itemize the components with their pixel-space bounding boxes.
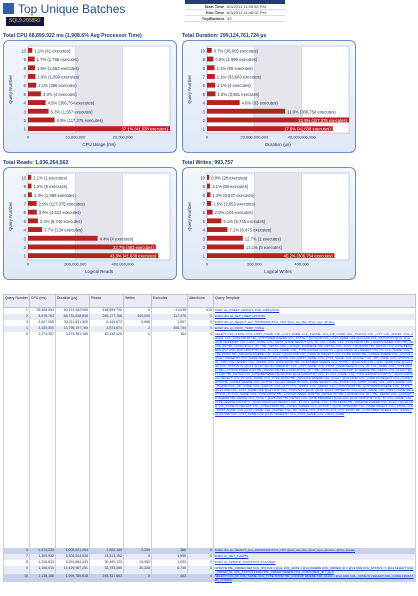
- y-tick-label: 6: [202, 210, 205, 216]
- bar-data-label: 21.9% (117,375 executes): [298, 117, 347, 123]
- bar: [28, 91, 41, 96]
- table-cell-dur: 3,291,684,493: [56, 560, 90, 566]
- bar-data-label: 0.9% (1,999 executes): [215, 57, 258, 63]
- table-cell-writes: 0: [124, 332, 152, 548]
- query-template-link[interactable]: SELECT COL_ID, COL_NAME, COL_TYPE FROM TBL_LOOKUP WHERE COL_FLAG = @p1 AND COL_CODE IN (SELECT COL_CODE FROM TBL_CODES): [214, 574, 416, 582]
- bar-data-label: 1.3% (1,999 executes): [33, 192, 76, 198]
- table-cell-writes: 200,540: [124, 314, 152, 320]
- table-cell-reads: 2,574,674: [90, 326, 124, 332]
- table-cell-att: 0: [188, 554, 214, 560]
- y-tick-label: 2: [202, 244, 205, 250]
- bar: [28, 100, 46, 105]
- bar-data-label: 1.5% (2,053 executes): [213, 201, 256, 207]
- column-header[interactable]: Reads: [90, 295, 124, 308]
- info-value: 6/3/2011 11:46:02 PM: [227, 10, 266, 15]
- y-tick-label: 6: [23, 210, 26, 216]
- y-tick-label: 2: [23, 244, 26, 250]
- column-header[interactable]: Query Number: [4, 295, 30, 308]
- query-template-link[interactable]: EXEC dbo.sp_GET_USER_HISTORY: [214, 314, 416, 320]
- table-cell-exec: 306,754: [152, 326, 188, 332]
- query-template-link[interactable]: EXEC dbo.sp_SELECT_ALL_PROFESSIONAL_LIST @ext_req_flag, @sel_type, @name, @city, @state: [214, 548, 416, 554]
- y-tick-label: 7: [23, 201, 26, 207]
- table-cell-q: 6: [4, 548, 30, 554]
- table-cell-writes: 0: [124, 554, 152, 560]
- y-tick-label: 3: [202, 236, 205, 242]
- y-tick-label: 9: [23, 184, 26, 190]
- bar: [28, 109, 49, 114]
- bar-data-label: 2.1% (386 executes): [38, 83, 77, 89]
- table-cell-q: 3: [4, 320, 30, 326]
- table-cell-att: 0: [188, 560, 214, 566]
- table-cell-exec: 463: [152, 574, 188, 582]
- bar: [207, 201, 211, 206]
- y-axis-label: Query Number: [8, 75, 13, 104]
- y-tick-label: 1: [202, 126, 205, 132]
- column-header[interactable]: Duration (µs): [56, 295, 90, 308]
- table-cell-cpu: 1,226,633: [30, 560, 56, 566]
- bar-data-label: 4.5% (306,754 executes): [47, 100, 95, 106]
- table-cell-q: 9: [4, 566, 30, 574]
- y-tick-label: 8: [23, 192, 26, 198]
- chart-panel-cpu: [3, 40, 177, 153]
- table-cell-writes: 20,328: [124, 566, 152, 574]
- table-cell-cpu: 1,198,910: [30, 566, 56, 574]
- y-tick-label: 6: [202, 83, 205, 89]
- bar-data-label: 6.8% (117,375 executes): [56, 117, 103, 123]
- x-tick-label: 400,000: [294, 261, 309, 267]
- y-tick-label: 9: [202, 57, 205, 63]
- bar-data-label: 45.2% (306,754 executes): [283, 253, 333, 259]
- bar: [28, 218, 38, 223]
- column-header[interactable]: Writes: [124, 295, 152, 308]
- table-cell-exec: 386: [152, 548, 188, 554]
- x-tick-label: 0: [205, 134, 209, 140]
- x-tick-label: 200,000: [247, 261, 262, 267]
- table-cell-cpu: 25,468,594: [30, 308, 56, 314]
- bar-data-label: 1.8% (1,053 executes): [36, 65, 79, 71]
- bar: [207, 218, 221, 223]
- bar: [28, 210, 37, 215]
- bar-data-label: 1.9% (1,999 executes): [37, 74, 80, 80]
- bar-data-label: 1.1% (33,603 executes): [216, 74, 262, 80]
- x-tick-label: 200,000,000: [64, 261, 87, 267]
- bar-data-label: 1.2% (3,981 executes): [217, 91, 260, 97]
- y-tick-label: 6: [23, 83, 26, 89]
- bar-data-label: 17.8% (41,638 executes): [284, 126, 331, 132]
- chart-duration: [183, 41, 357, 154]
- top-batches-table: [3, 294, 416, 582]
- y-tick-label: 7: [202, 74, 205, 80]
- bar-data-label: 5.3% (1,557 executes): [50, 109, 93, 115]
- table-row: [4, 574, 416, 582]
- y-tick-label: 3: [23, 109, 26, 115]
- info-row-top: [185, 16, 285, 22]
- y-axis-label: Query Number: [8, 202, 13, 231]
- bar-data-label: 2.0% (101 executes): [214, 210, 254, 216]
- bar-data-label: 4.6% (63 executes): [241, 100, 278, 106]
- bar-data-label: 1.1% (1 executes): [33, 175, 67, 181]
- y-tick-label: 2: [23, 117, 26, 123]
- bar-data-label: 1.1% (41 executes): [34, 48, 71, 54]
- x-tick-label: 20,000,000,000: [240, 134, 269, 140]
- bar-data-label: 3.3% (6,745 executes): [39, 218, 82, 224]
- bar-data-label: 0.7% (36,955 executes): [213, 48, 258, 54]
- chart-reads: [4, 168, 178, 281]
- y-tick-label: 10: [200, 48, 205, 54]
- bar: [207, 236, 243, 241]
- table-cell-exec: 6,745: [152, 566, 188, 574]
- y-tick-label: 5: [202, 91, 205, 97]
- table-cell-dur: 65,731,818,838: [56, 314, 90, 320]
- y-tick-label: 10: [21, 48, 26, 54]
- table-cell-dur: 1,995,785,818: [56, 574, 90, 582]
- x-axis-label: Logical Writes: [264, 269, 292, 274]
- query-template-link[interactable]: UPDATE TBL_ORDER SET COL_STATUS = @p1, COL_DATE = @p2 WHERE COL_ORDER_ID = @p3 AND COL_STATUS <> @p4 SELECT COL_ORDER_ID, COL_STATUS FROM TBL_ORDER WHERE COL_CUSTOMER_ID = @p5: [214, 566, 416, 574]
- bar: [207, 91, 216, 96]
- table-cell-att: 4: [188, 332, 214, 548]
- table-cell-exec: 1,053: [152, 560, 188, 566]
- chart-title-cpu: Total CPU 68,899,922 ms (1,908.6% Avg Processor Time): [3, 33, 142, 39]
- column-header[interactable]: Attentions: [188, 295, 214, 308]
- table-cell-att: 0: [188, 548, 214, 554]
- page-title: Top Unique Batches: [18, 2, 126, 16]
- y-tick-label: 9: [202, 184, 205, 190]
- y-tick-label: 1: [202, 253, 205, 259]
- table-row: [4, 566, 416, 574]
- bar: [28, 74, 35, 79]
- query-template-link[interactable]: EXEC dbo.sp_DROP_TEMP_TABLE: [214, 326, 416, 332]
- table-cell-writes: 2,240: [124, 548, 152, 554]
- table-cell-q: 8: [4, 560, 30, 566]
- table-cell-cpu: 3,105,300: [30, 326, 56, 332]
- y-tick-label: 10: [200, 175, 205, 181]
- table-cell-reads: 5,349,873: [90, 320, 124, 326]
- x-axis-label: Logical Reads: [85, 269, 113, 274]
- y-tick-label: 5: [23, 218, 26, 224]
- table-cell-dur: 33,011,531,305: [56, 320, 90, 326]
- table-cell-q: 5: [4, 332, 30, 548]
- table-cell-exec: 41,638: [152, 308, 188, 314]
- bar: [207, 57, 213, 62]
- x-tick-label: 20,000,000: [112, 134, 133, 140]
- bar-data-label: 1.7% (1,765 executes): [36, 57, 79, 63]
- bar-data-label: 1.1% (58 executes): [212, 184, 249, 190]
- report-header: [0, 0, 418, 30]
- y-tick-label: 5: [23, 91, 26, 97]
- info-value: 10: [227, 16, 232, 21]
- column-header[interactable]: CPU (ms): [30, 295, 56, 308]
- y-tick-label: 3: [202, 109, 205, 115]
- y-tick-label: 4: [202, 100, 205, 106]
- table-cell-q: 2: [4, 314, 30, 320]
- table-cell-att: 0: [188, 320, 214, 326]
- y-tick-label: 10: [21, 175, 26, 181]
- query-template-link[interactable]: EXEC sp_GET_ALERTS: [214, 554, 416, 560]
- bar: [28, 48, 32, 53]
- y-tick-label: 1: [23, 253, 26, 259]
- bar-data-label: 3.7% (134 executes): [44, 227, 83, 233]
- bar: [207, 74, 215, 79]
- bar-data-label: 0.8% (28 executes): [211, 175, 248, 181]
- y-tick-label: 8: [23, 65, 26, 71]
- table-cell-writes: 2: [124, 326, 152, 332]
- chart-panel-writes: [182, 167, 356, 280]
- table-cell-att: 410: [188, 308, 214, 314]
- y-axis-label: Query Number: [187, 75, 192, 104]
- y-tick-label: 4: [202, 227, 205, 233]
- info-value: 6/3/2011 11:09:53 PM: [227, 4, 266, 9]
- x-tick-label: 0: [26, 134, 30, 140]
- table-cell-q: 7: [4, 554, 30, 560]
- x-tick-label: 400,000,000: [111, 261, 134, 267]
- table-cell-dur: 3,304,844,838: [56, 554, 90, 560]
- table-cell-dur: 14,429,987,251: [56, 566, 90, 574]
- bar-data-label: 2.9% (117,375 executes): [38, 201, 85, 207]
- bar: [207, 83, 215, 88]
- y-tick-label: 4: [23, 100, 26, 106]
- table-cell-cpu: 1,138,186: [30, 574, 56, 582]
- x-tick-label: 40,000,000,000: [287, 134, 316, 140]
- table-cell-exec: 1,557: [152, 320, 188, 326]
- chart-title-reads: Total Reads: 1,036,264,562: [3, 160, 69, 166]
- y-tick-label: 5: [202, 218, 205, 224]
- chart-title-duration: Total Duration: 299,124,761,724 µs: [182, 33, 267, 39]
- table-cell-cpu: 4,678,763: [30, 314, 56, 320]
- bar-data-label: 12.7% (1 executes): [244, 236, 281, 242]
- bar-data-label: 1.2% (9,637 executes): [212, 192, 255, 198]
- table-cell-q: 10: [4, 574, 30, 582]
- column-header[interactable]: Executes: [152, 295, 188, 308]
- bar: [207, 48, 212, 53]
- table-cell-cpu: 1,474,233: [30, 548, 56, 554]
- bar-data-label: 11.0% (306,754 executes): [287, 109, 336, 115]
- table-cell-exec: 117,375: [152, 314, 188, 320]
- bar: [207, 184, 210, 189]
- y-tick-label: 3: [23, 236, 26, 242]
- table-cell-att: 0: [188, 326, 214, 332]
- query-template-link[interactable]: SELECT COL_STATE, COL_FIRST_NAME, COL_LAST_NAME, COL_PHONE, COL_ZIP_CODE, COL_STATUS, COL_CITY, COL_ADDR1, COL_ADDR2, COL_DATE FROM TBL_CUSTOMER WHERE COL_STATE = @p1 AND COL_LAST_NAME LIKE @p2 AND COL_STATUS IN (@p3, @p4, @p5) ORDER BY COL_LAST_NAME, COL_FIRST_NAME SELECT COL_ID, COL_NAME, COL_TYPE FROM TBL_LOOKUP INNER JOIN TBL_DETAIL ON TBL_LOOKUP.COL_ID = TBL_DETAIL.COL_LOOKUP_ID WHERE TBL_DETAIL.COL_FLAG = @p6 AND TBL_DETAIL.COL_DATE BETWEEN @p7 AND @p8 GROUP BY COL_ID, COL_NAME, COL_TYPE HAVING COUNT(*) > @p9 UNION ALL SELECT COL_ID, COL_NAME, COL_TYPE FROM TBL_ARCHIVE WHERE COL_FLAG = @p10 AND COL_CODE IN (SELECT COL_CODE FROM TBL_CODES WHERE COL_ACTIVE = @p11) ORDER BY COL_NAME SELECT COL_STATE, COL_FIRST_NAME, COL_LAST_NAME, COL_PHONE, COL_ZIP_CODE, COL_STATUS, COL_CITY, COL_ADDR1, COL_ADDR2, COL_DATE FROM TBL_CUSTOMER WHERE COL_STATE = @p12 AND COL_LAST_NAME LIKE @p13 AND COL_STATUS IN (@p14, @p15, @p16) ORDER BY COL_LAST_NAME, COL_FIRST_NAME SELECT COL_ID, COL_NAME, COL_TYPE FROM TBL_LOOKUP INNER JOIN TBL_DETAIL ON TBL_LOOKUP.COL_ID = TBL_DETAIL.COL_LOOKUP_ID WHERE TBL_DETAIL.COL_FLAG = @p17 AND TBL_DETAIL.COL_DATE BETWEEN @p18 AND @p19 GROUP BY COL_ID, COL_NAME, COL_TYPE HAVING COUNT(*) > @p20 UNION ALL SELECT COL_ID, COL_NAME, COL_TYPE FROM TBL_ARCHIVE WHERE COL_FLAG = @p21 AND COL_CODE IN (SELECT COL_CODE FROM TBL_CODES WHERE COL_ACTIVE = @p22) ORDER BY COL_NAME SELECT COL_STATE, COL_FIRST_NAME, COL_LAST_NAME, COL_PHONE, COL_ZIP_CODE, COL_STATUS, COL_CITY, COL_ADDR1, COL_ADDR2, COL_DATE FROM TBL_CUSTOMER WHERE COL_STATE = @p23 AND COL_LAST_NAME LIKE @p24 AND COL_STATUS IN (@p25, @p26, @p27) ORDER BY COL_LAST_NAME, COL_FIRST_NAME SELECT COL_ID, COL_NAME, COL_TYPE FROM TBL_LOOKUP INNER JOIN TBL_DETAIL ON TBL_LOOKUP.COL_ID = TBL_DETAIL.COL_LOOKUP_ID WHERE TBL_DETAIL.COL_FLAG = @p28 AND TBL_DETAIL.COL_DATE BETWEEN @p29 AND @p30 GROUP BY COL_ID, COL_NAME, COL_TYPE HAVING COUNT(*) > @p31 UNION ALL SELECT COL_ID, COL_NAME, COL_TYPE FROM TBL_ARCHIVE WHERE COL_FLAG = @p32 AND COL_CODE IN (SELECT COL_CODE FROM TBL_CODES WHERE COL_ACTIVE = @p33) ORDER BY COL_NAME SELECT COL_STATE, COL_FIRST_NAME, COL_LAST_NAME, COL_PHONE, COL_ZIP_CODE, COL_STATUS, COL_CITY FROM TBL_CUSTOMER WHERE COL_STATE = @p34 AND COL_LAST_NAME LIKE @p35 ORDER BY COL_LAST_NAME, COL_FIRST_NAME: [214, 332, 416, 548]
- chart-panel-reads: [3, 167, 177, 280]
- table-cell-writes: 14,982: [124, 560, 152, 566]
- bar-data-label: 43.3% (41,638 executes): [109, 253, 157, 259]
- table-cell-writes: 0: [124, 308, 152, 314]
- bar: [207, 192, 210, 197]
- server-badge: SQL9 2008R2: [6, 17, 44, 26]
- bar: [28, 57, 35, 62]
- bar: [207, 109, 285, 114]
- table-cell-writes: 5,665: [124, 320, 152, 326]
- table-cell-reads: 448,899,705: [90, 308, 124, 314]
- bar-data-label: 1.1% (4 executes): [217, 83, 251, 89]
- info-label: End Time: [206, 10, 224, 15]
- query-template-link[interactable]: EXEC sp_INSERT_RESULT_FOR_WEB_PAGE: [214, 308, 416, 314]
- bar-data-label: 37.1% (41,638 executes): [121, 126, 168, 132]
- bar-data-label: 7.1% (6,475 executes): [229, 227, 272, 233]
- table-cell-reads: 245,331,863: [90, 574, 124, 582]
- bar-data-label: 5.1% (6,745 executes): [223, 218, 266, 224]
- bar: [28, 65, 35, 70]
- table-cell-q: 1: [4, 308, 30, 314]
- bar-data-label: 23.7% (463 executes): [113, 244, 154, 250]
- bar: [28, 184, 32, 189]
- bar: [207, 65, 215, 70]
- report-info-box: [185, 0, 285, 22]
- y-tick-label: 8: [202, 192, 205, 198]
- table-cell-att: 0: [188, 314, 214, 320]
- table-cell-dur: 1,005,521,454: [56, 548, 90, 554]
- x-tick-label: 0: [26, 261, 30, 267]
- table-cell-reads: 245,177,768: [90, 314, 124, 320]
- bar-data-label: 3.3% (4 executes): [42, 91, 77, 97]
- table-cell-reads: 13,313,152: [90, 554, 124, 560]
- x-axis-label: Duration (µs): [265, 142, 291, 147]
- info-label: Top/Bottom: [201, 16, 224, 21]
- bar: [28, 201, 37, 206]
- column-header[interactable]: Query Template: [214, 295, 416, 308]
- bar-data-label: 3.0% (4,513 executes): [38, 210, 81, 216]
- chart-writes: [183, 168, 357, 281]
- bar: [207, 210, 213, 215]
- bar-data-label: 4.4% (4 executes): [99, 236, 134, 242]
- table-cell-cpu: 1,309,532: [30, 554, 56, 560]
- bar: [207, 100, 240, 105]
- table-cell-writes: 0: [124, 574, 152, 582]
- y-tick-label: 8: [202, 65, 205, 71]
- table-cell-exec: 164: [152, 332, 188, 548]
- table-row: [4, 332, 416, 548]
- y-tick-label: 7: [23, 74, 26, 80]
- bar: [28, 175, 31, 180]
- query-template-link[interactable]: EXEC sp_UPDATE_STATISTICS_FLAGGED: [214, 560, 416, 566]
- y-tick-label: 9: [23, 57, 26, 63]
- bar: [28, 192, 32, 197]
- table-body: [4, 308, 416, 582]
- table-cell-att: 0: [188, 574, 214, 582]
- table-header-row: [4, 295, 416, 308]
- bar: [207, 175, 209, 180]
- table-cell-reads: 30,490,123: [90, 560, 124, 566]
- table-cell-reads: 45,432,425: [90, 332, 124, 548]
- table-cell-reads: 33,793,365: [90, 566, 124, 574]
- table-cell-dur: 13,795,197,769: [56, 326, 90, 332]
- table-cell-dur: 3,574,391,185: [56, 332, 90, 548]
- chart-panel-duration: [182, 40, 356, 153]
- table-cell-cpu: 2,274,357: [30, 332, 56, 548]
- table-cell-att: 0: [188, 566, 214, 574]
- bar: [28, 227, 42, 232]
- x-axis-label: CPU Usage (ms): [82, 142, 116, 147]
- bar: [207, 227, 227, 232]
- y-tick-label: 4: [23, 227, 26, 233]
- table-cell-cpu: 3,627,065: [30, 320, 56, 326]
- table-cell-dur: 53,213,182,658: [56, 308, 90, 314]
- table-cell-exec: 1,999: [152, 554, 188, 560]
- bar: [28, 118, 55, 123]
- y-tick-label: 7: [202, 201, 205, 207]
- x-tick-label: 10,000,000: [65, 134, 86, 140]
- bar: [28, 83, 36, 88]
- y-axis-label: Query Number: [187, 202, 192, 231]
- y-tick-label: 1: [23, 126, 26, 132]
- bar: [207, 245, 244, 250]
- chart-cpu: [4, 41, 178, 154]
- table-cell-reads: 1,502,140: [90, 548, 124, 554]
- query-template-link[interactable]: EXEC dbo.sp_SELECT_ALL_PROFESSIONAL_LIST @ext_req_flag, @sel_type, @name: [214, 320, 416, 326]
- bar: [28, 236, 98, 241]
- table-cell-q: 4: [4, 326, 30, 332]
- chart-title-writes: Total Writes: 993,757: [182, 160, 234, 166]
- report-icon: [3, 3, 14, 14]
- x-tick-label: 0: [205, 261, 209, 267]
- bar-data-label: 1.2% (5 executes): [33, 184, 68, 190]
- info-label: Start Time: [204, 4, 224, 9]
- bar-data-label: 1.1% (99 executes): [216, 65, 253, 71]
- bar-data-label: 13.1% (5 executes): [245, 244, 283, 250]
- y-tick-label: 2: [202, 117, 205, 123]
